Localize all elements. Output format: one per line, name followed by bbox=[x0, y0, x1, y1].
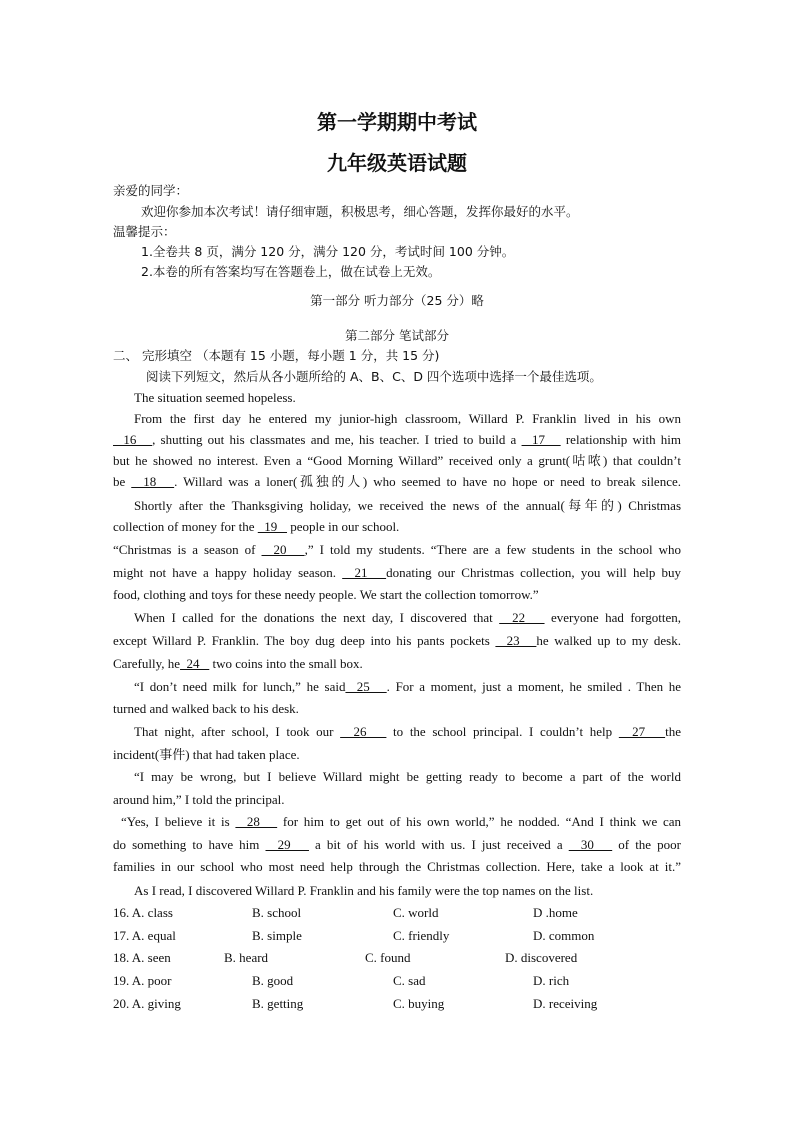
tips-title: 温馨提示： bbox=[113, 224, 176, 239]
option-choice: D. common bbox=[533, 928, 595, 943]
option-choice: C. buying bbox=[393, 996, 445, 1011]
option-choice: B. getting bbox=[252, 996, 304, 1011]
passage-line: incident(事件) that had taken place. bbox=[113, 747, 300, 762]
blank-number: 28 bbox=[235, 814, 278, 829]
option-choice: B. school bbox=[252, 905, 302, 920]
option-choice: 19. A. poor bbox=[113, 973, 172, 988]
option-choice: C. sad bbox=[393, 973, 426, 988]
passage-line: Carefully, he 24 two coins into the small box. bbox=[113, 656, 363, 671]
option-choice: B. heard bbox=[224, 950, 269, 965]
blank-number: 29 bbox=[265, 837, 309, 852]
passage-line: When I called for the donations the next day, I discovered that 22 everyone had forgotten, bbox=[134, 610, 682, 625]
option-choice: 17. A. equal bbox=[113, 928, 176, 943]
exam-title: 第一学期期中考试 bbox=[317, 110, 477, 134]
blank-number: 20 bbox=[261, 542, 305, 557]
part1-heading: 第一部分 听力部分（25 分）略 bbox=[310, 293, 484, 308]
greeting: 亲爱的同学： bbox=[113, 183, 189, 198]
blank-number: 21 bbox=[342, 565, 387, 580]
option-choice: D. receiving bbox=[533, 996, 598, 1011]
blank-number: 16 bbox=[113, 432, 153, 447]
blank-number: 30 bbox=[568, 837, 613, 852]
passage-line: turned and walked back to his desk. bbox=[113, 701, 299, 716]
blank-number: 17 bbox=[521, 432, 561, 447]
option-choice: C. found bbox=[365, 950, 411, 965]
exam-subtitle: 九年级英语试题 bbox=[327, 151, 467, 175]
blank-number: 25 bbox=[345, 679, 387, 694]
passage-line: collection of money for the 19 people in our school. bbox=[113, 519, 400, 534]
section-heading: 二、 完形填空 （本题有 15 小题，每小题 1 分，共 15 分) bbox=[113, 348, 440, 363]
passage-line: As I read, I discovered Willard P. Franklin and his family were the top names on the list. bbox=[134, 883, 594, 898]
blank-number: 24 bbox=[180, 656, 210, 671]
tip-item: 1.全卷共 8 页，满分 120 分，满分 120 分，考试时间 100 分钟。 bbox=[141, 244, 515, 259]
option-choice: D. rich bbox=[533, 973, 570, 988]
passage-line: Shortly after the Thanksgiving holiday, we received the news of the annual(每年的) Christmas bbox=[134, 498, 681, 513]
blank-number: 23 bbox=[495, 633, 537, 648]
blank-number: 27 bbox=[618, 724, 666, 739]
passage-line: That night, after school, I took our 26 to the school principal. I couldn’t help 27 the bbox=[134, 724, 681, 739]
instruction-text: 阅读下列短文，然后从各小题所给的 A、B、C、D 四个选项中选择一个最佳选项。 bbox=[146, 369, 602, 384]
option-choice: 16. A. class bbox=[113, 905, 173, 920]
welcome-text: 欢迎你参加本次考试！请仔细审题，积极思考，细心答题，发挥你最好的水平。 bbox=[141, 204, 579, 219]
option-choice: C. world bbox=[393, 905, 439, 920]
passage-line: but he showed no interest. Even a “Good Morning Willard” received only a grunt(咕哝) that couldn’t bbox=[113, 453, 681, 468]
passage-line: “I don’t need milk for lunch,” he said 25 . For a moment, just a moment, he smiled . Then he bbox=[134, 679, 682, 694]
tip-item: 2.本卷的所有答案均写在答题卷上，做在试卷上无效。 bbox=[141, 264, 441, 279]
passage-line: food, clothing and toys for these needy people. We start the collection tomorrow.” bbox=[113, 587, 539, 602]
passage-line: 16 , shutting out his classmates and me, his teacher. I tried to build a 17 relationship with him bbox=[113, 432, 682, 447]
passage-line: families in our school who most need help through the Christmas collection. Here, take a look at it.” bbox=[113, 859, 681, 874]
passage-line: be 18 . Willard was a loner(孤独的人) who seemed to have no hope or need to break silence. bbox=[113, 474, 681, 489]
passage-line: might not have a happy holiday season. 21 donating our Christmas collection, you will help buy bbox=[113, 565, 682, 580]
passage-line: “I may be wrong, but I believe Willard might be getting ready to become a part of the world bbox=[134, 769, 681, 784]
passage-line: The situation seemed hopeless. bbox=[134, 390, 296, 405]
passage-line: except Willard P. Franklin. The boy dug deep into his pants pockets 23 he walked up to my desk. bbox=[113, 633, 681, 648]
blank-number: 18 bbox=[131, 474, 175, 489]
option-choice: D .home bbox=[533, 905, 578, 920]
blank-number: 26 bbox=[340, 724, 387, 739]
blank-number: 19 bbox=[257, 519, 288, 534]
option-choice: 20. A. giving bbox=[113, 996, 181, 1011]
passage-line: do something to have him 29 a bit of his world with us. I just received a 30 of the poor bbox=[113, 837, 682, 852]
option-choice: B. simple bbox=[252, 928, 302, 943]
option-choice: 18. A. seen bbox=[113, 950, 171, 965]
passage-line: around him,” I told the principal. bbox=[113, 792, 285, 807]
passage-line: “Christmas is a season of 20 ,” I told my students. “There are a few students in the school who bbox=[113, 542, 682, 557]
option-choice: D. discovered bbox=[505, 950, 578, 965]
passage-line: From the first day he entered my junior-high classroom, Willard P. Franklin lived in his own bbox=[134, 411, 681, 426]
passage-line: “Yes, I believe it is 28 for him to get out of his own world,” he nodded. “And I think we can bbox=[121, 814, 681, 829]
blank-number: 22 bbox=[499, 610, 545, 625]
option-choice: B. good bbox=[252, 973, 294, 988]
part2-heading: 第二部分 笔试部分 bbox=[345, 328, 449, 343]
option-choice: C. friendly bbox=[393, 928, 450, 943]
